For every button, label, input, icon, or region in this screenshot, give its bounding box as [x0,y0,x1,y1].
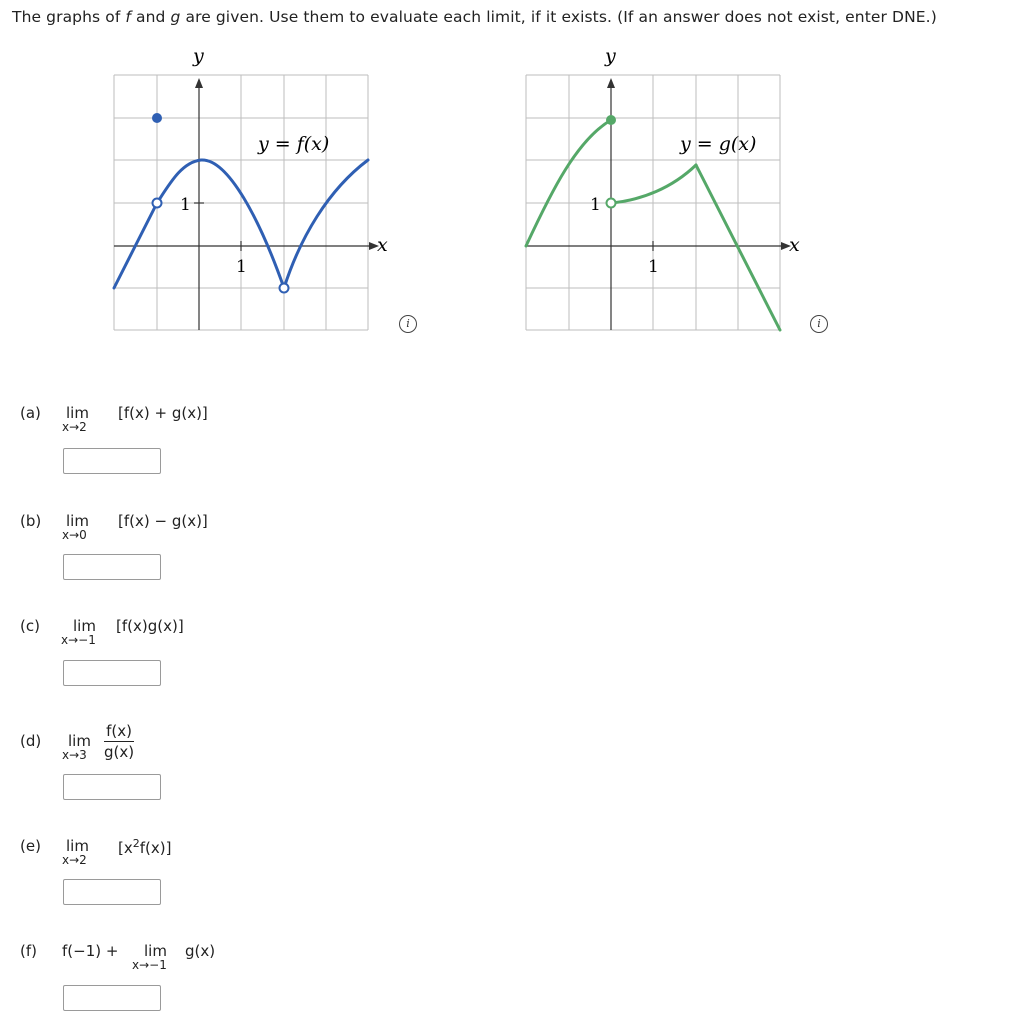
answer-input-d[interactable] [63,774,161,800]
g-filled-point [606,115,616,125]
limit-subscript: x→−1 [61,633,96,647]
f-curve-arch [157,160,284,288]
fraction [104,722,134,761]
part-label: (d) [20,732,42,750]
tick-label-x: 1 [648,257,659,277]
part-label: (a) [20,404,41,422]
y-axis-label: y [605,45,616,67]
limit-subscript: x→−1 [132,958,167,972]
limit-subscript: x→2 [62,853,87,867]
limit-expression: [f(x) − g(x)] [118,512,208,530]
info-icon[interactable]: i [810,315,828,333]
answer-input-a[interactable] [63,448,161,474]
x-axis-label: x [377,234,388,256]
limit-subscript: x→3 [62,748,87,762]
part-label: (b) [20,512,42,530]
fraction-denominator: g(x) [104,743,135,761]
fraction-numerator: f(x) [104,722,134,742]
y-axis-arrow [195,78,203,88]
f-filled-point [152,113,162,123]
question-prompt: The graphs of f and g are given. Use them to evaluate each limit, if it exists. (If an answer does not exist, enter DNE.) [12,8,937,26]
tick-label-y: 1 [180,195,191,215]
limit-expression: g(x) [185,942,216,960]
limit-expression: [f(x) + g(x)] [118,404,208,422]
tick-label-x: 1 [236,257,247,277]
x-axis-label: x [789,234,800,256]
answer-input-f[interactable] [63,985,161,1011]
grid [526,75,780,330]
part-label: (e) [20,837,41,855]
limit-subscript: x→0 [62,528,87,542]
answer-input-b[interactable] [63,554,161,580]
curve-label: y = g(x) [680,133,757,155]
part-label: (f) [20,942,37,960]
y-axis-label: y [193,45,204,67]
limit-expression: [f(x)g(x)] [116,617,184,635]
tick-label-y: 1 [590,195,601,215]
expression-prefix: f(−1) + [62,942,119,960]
graph-g [512,40,822,354]
f-open-point-bottom [280,284,289,293]
limit-expression: $[x^2f(x)]$ [118,837,172,857]
part-label: (c) [20,617,40,635]
curve-label: y = f(x) [258,133,330,155]
answer-input-c[interactable] [63,660,161,686]
graph-f [100,40,410,354]
f-open-point-left [153,199,162,208]
answer-input-e[interactable] [63,879,161,905]
limit-subscript: x→2 [62,420,87,434]
g-open-point [607,199,616,208]
info-icon[interactable]: i [399,315,417,333]
y-axis-arrow [607,78,615,88]
